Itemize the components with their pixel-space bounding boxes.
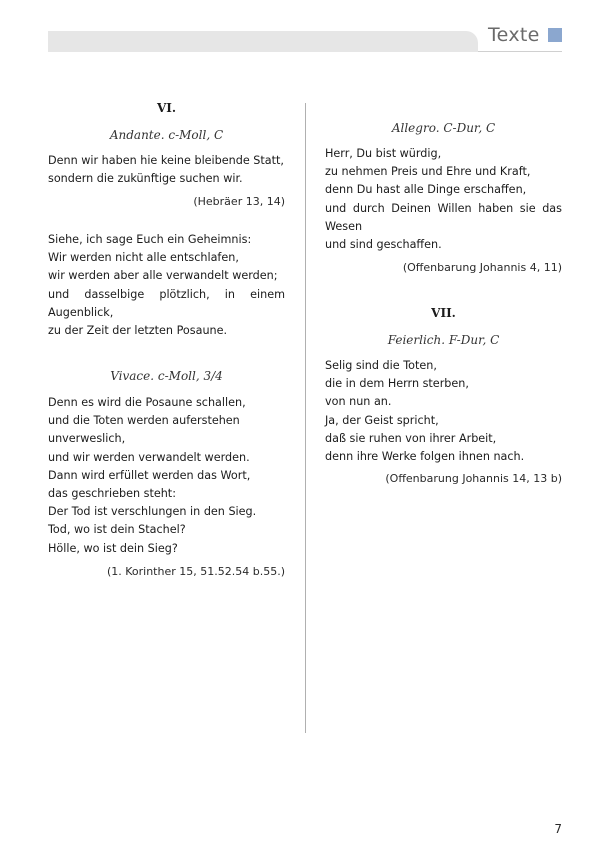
verse-line: und sind geschaffen. (325, 238, 442, 252)
verse-line: Der Tod ist verschlungen in den Sieg. (48, 505, 257, 519)
scripture-reference: (1. Korinther 15, 51.52.54 b.55.) (106, 565, 285, 578)
verse-line: unverweslich, (48, 432, 126, 446)
header-bar (48, 31, 478, 52)
verse-line: Wir werden nicht alle entschlafen, (48, 251, 239, 265)
verse-line: Selig sind die Toten, (325, 359, 437, 372)
verse-block (48, 394, 285, 558)
verse-line: und wir werden verwandelt werden. (48, 450, 250, 464)
tempo-marking: Allegro. C-Dur, C (391, 121, 496, 135)
verse-block (325, 357, 562, 466)
verse-line: Tod, wo ist dein Stachel? (48, 523, 186, 537)
scripture-reference: (Offenbarung Johannis 4, 11) (402, 261, 562, 274)
verse-line: zu der Zeit der letzten Posaune. (48, 324, 228, 338)
verse-line: Denn es wird die Posaune schallen, (48, 396, 246, 409)
verse-line: Wesen (325, 219, 363, 233)
header-accent-square (548, 28, 562, 42)
verse-line: Hölle, wo ist dein Sieg? (48, 541, 178, 555)
tempo-marking: Feierlich. F-Dur, C (387, 333, 500, 347)
section-heading-vi: VI. (156, 101, 177, 115)
verse-line: und durch Deinen Willen haben sie das (325, 201, 562, 215)
tempo-marking: Vivace. c-Moll, 3/4 (110, 369, 223, 383)
column-divider (305, 103, 306, 733)
verse-line: die in dem Herrn sterben, (325, 377, 469, 391)
header-title: Texte (488, 24, 540, 46)
verse-line: Ja, der Geist spricht, (325, 413, 439, 427)
scripture-reference: (Offenbarung Johannis 14, 13 b) (385, 472, 562, 485)
verse-line: das geschrieben steht: (48, 487, 176, 501)
verse-line: denn ihre Werke folgen ihnen nach. (325, 450, 525, 464)
verse-line: Dann wird erfüllet werden das Wort, (48, 468, 251, 482)
verse-line: Denn wir haben hie keine bleibende Statt, (48, 154, 284, 167)
verse-line: daß sie ruhen von ihrer Arbeit, (325, 431, 497, 445)
verse-block (48, 152, 285, 188)
verse-line: Augenblick, (48, 305, 114, 319)
verse-block (48, 231, 285, 340)
page-number: 7 (554, 822, 562, 836)
verse-line: sondern die zukünftige suchen wir. (48, 172, 243, 186)
verse-block (325, 145, 562, 254)
header-rule (478, 51, 562, 52)
scripture-reference: (Hebräer 13, 14) (193, 195, 285, 208)
verse-line: Herr, Du bist würdig, (325, 147, 442, 160)
verse-line: und dasselbige plötzlich, in einem (48, 287, 285, 301)
verse-line: Siehe, ich sage Euch ein Geheimnis: (48, 233, 252, 246)
verse-line: wir werden aber alle verwandelt werden; (48, 269, 278, 283)
verse-line: zu nehmen Preis und Ehre und Kraft, (325, 165, 531, 179)
tempo-marking: Andante. c-Moll, C (109, 128, 224, 142)
verse-line: und die Toten werden auferstehen (48, 414, 240, 428)
verse-line: von nun an. (325, 395, 392, 409)
section-heading-vii: VII. (431, 306, 456, 320)
verse-line: denn Du hast alle Dinge erschaffen, (325, 183, 527, 197)
